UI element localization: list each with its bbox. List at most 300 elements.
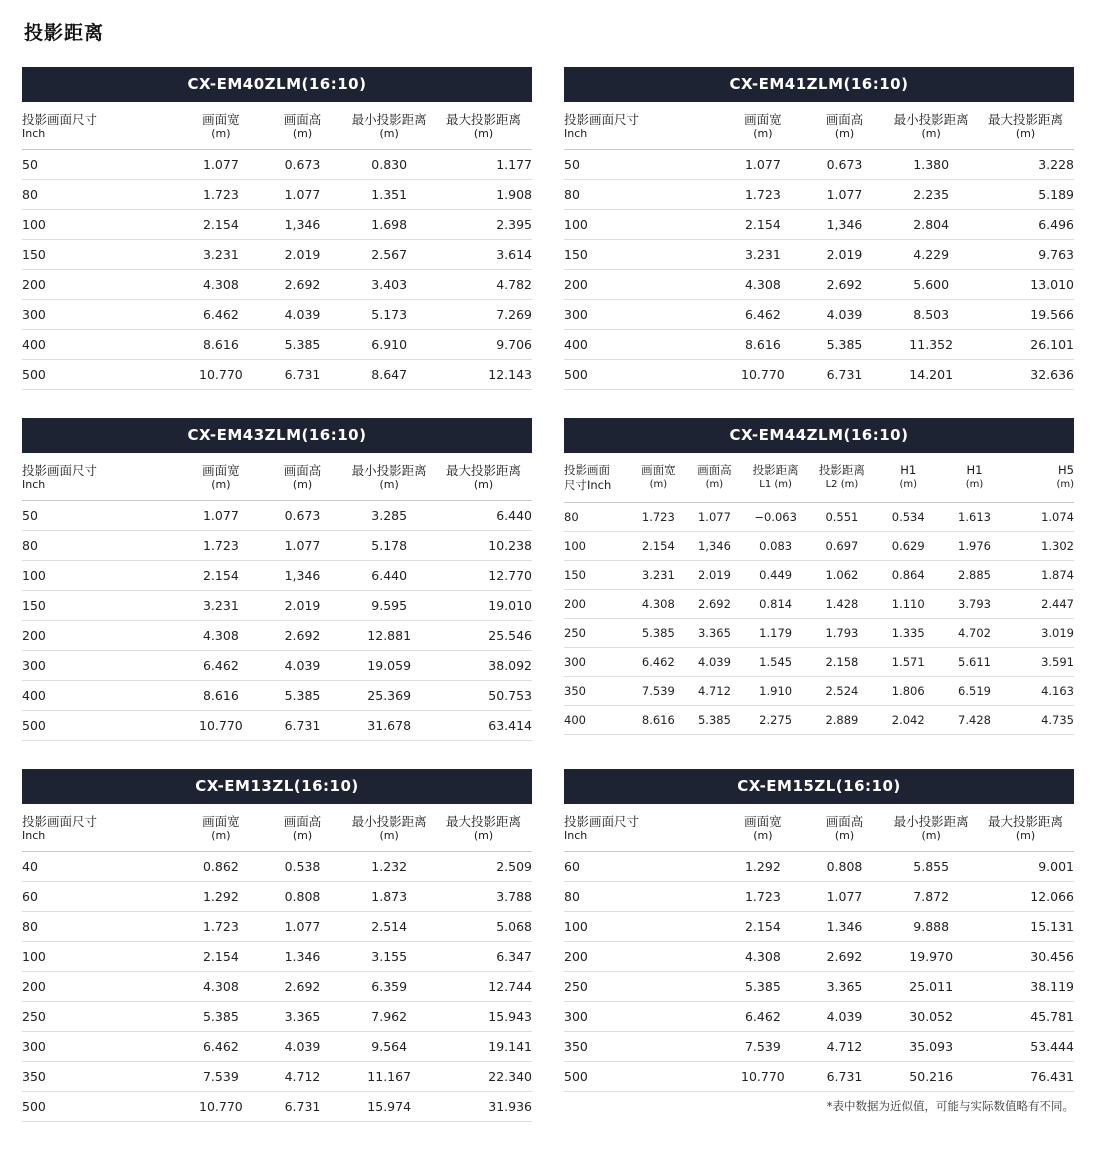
cell-max: 3.228 (977, 150, 1074, 180)
col-header-width: 画面宽 (m) (722, 102, 804, 150)
cell-min: 3.285 (343, 501, 435, 531)
cell-height: 1,346 (686, 532, 742, 561)
cell-max: 32.636 (977, 360, 1074, 390)
table-header-row (22, 102, 532, 150)
cell-size: 200 (22, 972, 180, 1002)
table-row (564, 882, 1074, 912)
cell-max: 30.456 (977, 942, 1074, 972)
cell-height: 2.692 (686, 590, 742, 619)
cell-size: 200 (564, 942, 722, 972)
tables-grid (22, 67, 1074, 1150)
projection-table (22, 453, 532, 741)
table-row (564, 912, 1074, 942)
cell-l1: 0.083 (742, 532, 808, 561)
cell-max: 38.119 (977, 972, 1074, 1002)
table-row (22, 150, 532, 180)
table-row (564, 972, 1074, 1002)
cell-min: 19.059 (343, 651, 435, 681)
cell-max: 4.782 (435, 270, 532, 300)
cell-min: 3.155 (343, 942, 435, 972)
cell-h1b: 6.519 (941, 677, 1007, 706)
table-row (22, 330, 532, 360)
cell-height: 5.385 (804, 330, 886, 360)
cell-min: 25.369 (343, 681, 435, 711)
cell-size: 250 (22, 1002, 180, 1032)
cell-width: 10.770 (180, 711, 262, 741)
cell-h1a: 0.534 (875, 503, 941, 532)
cell-min: 25.011 (885, 972, 977, 1002)
table-caption: CX-EM40ZLM(16:10) (22, 67, 532, 102)
cell-min: 19.970 (885, 942, 977, 972)
cell-max: 3.788 (435, 882, 532, 912)
cell-h1a: 2.042 (875, 706, 941, 735)
cell-size: 150 (564, 240, 722, 270)
cell-width: 10.770 (180, 360, 262, 390)
cell-size: 500 (564, 1062, 722, 1092)
col-header-height: 画面高 (m) (262, 804, 344, 852)
table-caption: CX-EM44ZLM(16:10) (564, 418, 1074, 453)
cell-min: 5.178 (343, 531, 435, 561)
table-row (564, 240, 1074, 270)
cell-min: 1.698 (343, 210, 435, 240)
cell-max: 5.189 (977, 180, 1074, 210)
table-block-cx-em41zlm (564, 67, 1074, 390)
col-header-max-distance: 最大投影距离 (m) (435, 804, 532, 852)
cell-h1a: 1.806 (875, 677, 941, 706)
table-body (564, 150, 1074, 390)
cell-height: 1.346 (804, 912, 886, 942)
cell-width: 10.770 (722, 360, 804, 390)
cell-height: 4.039 (686, 648, 742, 677)
cell-l1: 1.910 (742, 677, 808, 706)
cell-size: 500 (22, 1092, 180, 1122)
table-row (564, 942, 1074, 972)
table-body (564, 852, 1074, 1092)
cell-l2: 2.158 (809, 648, 875, 677)
cell-h1a: 1.335 (875, 619, 941, 648)
cell-max: 2.395 (435, 210, 532, 240)
cell-size: 50 (22, 501, 180, 531)
col-header-size: 投影画面尺寸 Inch (22, 804, 180, 852)
cell-size: 80 (22, 180, 180, 210)
cell-max: 26.101 (977, 330, 1074, 360)
cell-max: 63.414 (435, 711, 532, 741)
projection-table (564, 804, 1074, 1092)
table-row (564, 300, 1074, 330)
col-header-height: 画面高 (m) (262, 453, 344, 501)
cell-height: 3.365 (262, 1002, 344, 1032)
table-row (564, 561, 1074, 590)
cell-min: 5.600 (885, 270, 977, 300)
col-header-min-distance: 最小投影距离 (m) (885, 804, 977, 852)
table-body (22, 150, 532, 390)
col-header-size: 投影画面尺寸 Inch (22, 102, 180, 150)
cell-size: 500 (564, 360, 722, 390)
cell-min: 0.830 (343, 150, 435, 180)
table-row (564, 503, 1074, 532)
footnote: *表中数据为近似值，可能与实际数值略有不同。 (826, 1099, 1074, 1113)
cell-min: 6.440 (343, 561, 435, 591)
cell-l2: 1.062 (809, 561, 875, 590)
table-row (564, 852, 1074, 882)
cell-height: 6.731 (262, 360, 344, 390)
table-row (564, 150, 1074, 180)
cell-size: 500 (22, 360, 180, 390)
cell-h1b: 1.613 (941, 503, 1007, 532)
cell-height: 2.692 (262, 621, 344, 651)
cell-width: 4.308 (180, 972, 262, 1002)
table-row (22, 240, 532, 270)
table-caption: CX-EM15ZL(16:10) (564, 769, 1074, 804)
cell-size: 400 (22, 330, 180, 360)
col-header-min-distance: 最小投影距离 (m) (343, 804, 435, 852)
cell-max: 19.141 (435, 1032, 532, 1062)
col-header-h1-b: H1 (m) (941, 453, 1007, 503)
table-row (22, 300, 532, 330)
cell-max: 6.347 (435, 942, 532, 972)
cell-size: 100 (564, 912, 722, 942)
projection-table-extended (564, 453, 1074, 735)
cell-max: 6.440 (435, 501, 532, 531)
cell-min: 9.888 (885, 912, 977, 942)
col-header-size: 投影画面 尺寸Inch (564, 453, 630, 503)
cell-height: 4.039 (804, 1002, 886, 1032)
table-header-row (564, 102, 1074, 150)
cell-height: 2.692 (262, 972, 344, 1002)
cell-h1a: 0.864 (875, 561, 941, 590)
cell-min: 7.962 (343, 1002, 435, 1032)
table-row (564, 1062, 1074, 1092)
col-header-min-distance: 最小投影距离 (m) (343, 453, 435, 501)
cell-height: 1.077 (262, 912, 344, 942)
cell-size: 100 (564, 210, 722, 240)
cell-max: 13.010 (977, 270, 1074, 300)
cell-height: 0.538 (262, 852, 344, 882)
table-body (22, 501, 532, 741)
cell-width: 0.862 (180, 852, 262, 882)
cell-l2: 0.551 (809, 503, 875, 532)
cell-width: 4.308 (722, 270, 804, 300)
cell-width: 5.385 (722, 972, 804, 1002)
cell-min: 3.403 (343, 270, 435, 300)
cell-h5: 1.302 (1008, 532, 1074, 561)
cell-width: 1.723 (180, 180, 262, 210)
table-block-cx-em13zl (22, 769, 532, 1122)
col-header-width: 画面宽 (m) (180, 102, 262, 150)
projection-table (22, 102, 532, 390)
cell-height: 2.692 (804, 270, 886, 300)
cell-min: 5.855 (885, 852, 977, 882)
cell-max: 10.238 (435, 531, 532, 561)
table-row (22, 681, 532, 711)
cell-height: 2.019 (686, 561, 742, 590)
cell-min: 5.173 (343, 300, 435, 330)
cell-width: 8.616 (180, 330, 262, 360)
cell-size: 300 (564, 648, 630, 677)
cell-height: 1.077 (804, 180, 886, 210)
cell-height: 0.673 (262, 501, 344, 531)
cell-width: 4.308 (722, 942, 804, 972)
table-row (22, 711, 532, 741)
cell-max: 76.431 (977, 1062, 1074, 1092)
cell-min: 7.872 (885, 882, 977, 912)
col-header-height: 画面高 (m) (262, 102, 344, 150)
cell-max: 1.177 (435, 150, 532, 180)
table-row (564, 330, 1074, 360)
table-block-cx-em44zlm (564, 418, 1074, 741)
col-header-width: 画面宽 (m) (630, 453, 686, 503)
table-row (564, 270, 1074, 300)
cell-height: 0.808 (262, 882, 344, 912)
cell-size: 200 (564, 270, 722, 300)
cell-max: 45.781 (977, 1002, 1074, 1032)
col-header-width: 画面宽 (m) (180, 804, 262, 852)
cell-min: 35.093 (885, 1032, 977, 1062)
cell-min: 2.514 (343, 912, 435, 942)
cell-width: 6.462 (180, 300, 262, 330)
cell-max: 15.943 (435, 1002, 532, 1032)
cell-width: 3.231 (722, 240, 804, 270)
table-header-row (564, 453, 1074, 503)
col-header-max-distance: 最大投影距离 (m) (435, 102, 532, 150)
cell-min: 11.352 (885, 330, 977, 360)
cell-height: 0.808 (804, 852, 886, 882)
page-title: 投影距离 (24, 22, 105, 44)
cell-h5: 3.019 (1008, 619, 1074, 648)
cell-height: 5.385 (262, 681, 344, 711)
cell-width: 1.723 (630, 503, 686, 532)
cell-size: 60 (564, 852, 722, 882)
cell-height: 1.077 (262, 180, 344, 210)
cell-width: 3.231 (630, 561, 686, 590)
cell-min: 2.567 (343, 240, 435, 270)
col-header-min-distance: 最小投影距离 (m) (885, 102, 977, 150)
cell-size: 100 (22, 942, 180, 972)
cell-width: 1.723 (180, 912, 262, 942)
cell-size: 350 (564, 1032, 722, 1062)
col-header-size: 投影画面尺寸 Inch (22, 453, 180, 501)
cell-h5: 3.591 (1008, 648, 1074, 677)
table-row (564, 590, 1074, 619)
cell-h5: 1.874 (1008, 561, 1074, 590)
cell-height: 1.346 (262, 942, 344, 972)
cell-width: 2.154 (722, 912, 804, 942)
cell-l2: 0.697 (809, 532, 875, 561)
table-row (564, 648, 1074, 677)
cell-size: 50 (22, 150, 180, 180)
table-header-row (22, 804, 532, 852)
table-row (564, 180, 1074, 210)
cell-min: 1.232 (343, 852, 435, 882)
cell-min: 15.974 (343, 1092, 435, 1122)
cell-size: 40 (22, 852, 180, 882)
cell-min: 6.910 (343, 330, 435, 360)
cell-max: 31.936 (435, 1092, 532, 1122)
cell-width: 7.539 (180, 1062, 262, 1092)
cell-width: 3.231 (180, 591, 262, 621)
cell-width: 5.385 (630, 619, 686, 648)
cell-width: 2.154 (180, 561, 262, 591)
projection-table (22, 804, 532, 1122)
table-row (564, 677, 1074, 706)
cell-min: 14.201 (885, 360, 977, 390)
cell-height: 1.077 (262, 531, 344, 561)
cell-size: 50 (564, 150, 722, 180)
table-row (22, 1062, 532, 1092)
cell-height: 4.039 (262, 300, 344, 330)
table-body (22, 852, 532, 1122)
cell-l1: −0.063 (742, 503, 808, 532)
cell-height: 2.692 (804, 942, 886, 972)
cell-height: 4.039 (262, 1032, 344, 1062)
cell-height: 2.019 (804, 240, 886, 270)
cell-min: 30.052 (885, 1002, 977, 1032)
cell-min: 9.595 (343, 591, 435, 621)
cell-h5: 4.163 (1008, 677, 1074, 706)
cell-size: 80 (22, 912, 180, 942)
cell-width: 6.462 (180, 651, 262, 681)
cell-height: 0.673 (262, 150, 344, 180)
table-row (22, 882, 532, 912)
table-header-row (564, 804, 1074, 852)
cell-height: 6.731 (262, 711, 344, 741)
cell-max: 3.614 (435, 240, 532, 270)
table-row (22, 591, 532, 621)
cell-max: 6.496 (977, 210, 1074, 240)
cell-width: 4.308 (180, 270, 262, 300)
cell-max: 19.010 (435, 591, 532, 621)
cell-size: 500 (22, 711, 180, 741)
cell-size: 200 (22, 621, 180, 651)
cell-width: 7.539 (630, 677, 686, 706)
col-header-width: 画面宽 (m) (180, 453, 262, 501)
table-row (564, 706, 1074, 735)
table-row (22, 942, 532, 972)
cell-h1b: 7.428 (941, 706, 1007, 735)
col-header-width: 画面宽 (m) (722, 804, 804, 852)
cell-size: 150 (22, 240, 180, 270)
cell-h5: 1.074 (1008, 503, 1074, 532)
cell-max: 19.566 (977, 300, 1074, 330)
cell-width: 7.539 (722, 1032, 804, 1062)
table-row (564, 1002, 1074, 1032)
cell-min: 9.564 (343, 1032, 435, 1062)
table-row (564, 360, 1074, 390)
cell-size: 250 (564, 619, 630, 648)
cell-height: 2.019 (262, 591, 344, 621)
cell-height: 4.712 (262, 1062, 344, 1092)
cell-max: 12.143 (435, 360, 532, 390)
cell-max: 5.068 (435, 912, 532, 942)
cell-min: 2.235 (885, 180, 977, 210)
cell-size: 400 (564, 330, 722, 360)
cell-min: 1.351 (343, 180, 435, 210)
table-body (564, 503, 1074, 735)
table-caption: CX-EM41ZLM(16:10) (564, 67, 1074, 102)
col-header-h5: H5 (m) (1008, 453, 1074, 503)
cell-size: 100 (22, 561, 180, 591)
cell-h1a: 0.629 (875, 532, 941, 561)
cell-h1b: 3.793 (941, 590, 1007, 619)
cell-size: 60 (22, 882, 180, 912)
table-row (22, 1092, 532, 1122)
cell-width: 2.154 (630, 532, 686, 561)
cell-size: 300 (564, 300, 722, 330)
cell-height: 6.731 (804, 1062, 886, 1092)
cell-l1: 1.545 (742, 648, 808, 677)
cell-min: 8.503 (885, 300, 977, 330)
cell-size: 300 (22, 1032, 180, 1062)
table-row (22, 180, 532, 210)
cell-size: 300 (22, 300, 180, 330)
cell-max: 53.444 (977, 1032, 1074, 1062)
cell-width: 5.385 (180, 1002, 262, 1032)
col-header-size: 投影画面尺寸 Inch (564, 804, 722, 852)
cell-min: 50.216 (885, 1062, 977, 1092)
cell-h1b: 2.885 (941, 561, 1007, 590)
table-row (564, 619, 1074, 648)
cell-l1: 0.814 (742, 590, 808, 619)
cell-height: 4.039 (262, 651, 344, 681)
cell-l2: 1.428 (809, 590, 875, 619)
table-row (22, 621, 532, 651)
cell-width: 8.616 (722, 330, 804, 360)
cell-height: 3.365 (804, 972, 886, 1002)
cell-size: 350 (22, 1062, 180, 1092)
cell-size: 250 (564, 972, 722, 1002)
cell-max: 22.340 (435, 1062, 532, 1092)
cell-min: 31.678 (343, 711, 435, 741)
cell-l1: 2.275 (742, 706, 808, 735)
cell-width: 1.292 (180, 882, 262, 912)
cell-min: 1.873 (343, 882, 435, 912)
cell-size: 350 (564, 677, 630, 706)
table-row (22, 912, 532, 942)
cell-width: 1.077 (722, 150, 804, 180)
cell-width: 4.308 (630, 590, 686, 619)
col-header-distance-l1: 投影距离 L1 (m) (742, 453, 808, 503)
cell-l2: 2.524 (809, 677, 875, 706)
cell-max: 7.269 (435, 300, 532, 330)
cell-size: 80 (564, 503, 630, 532)
table-block-cx-em15zl (564, 769, 1074, 1122)
cell-max: 12.770 (435, 561, 532, 591)
col-header-distance-l2: 投影距离 L2 (m) (809, 453, 875, 503)
cell-size: 80 (22, 531, 180, 561)
table-header-row (22, 453, 532, 501)
table-row (22, 972, 532, 1002)
cell-height: 3.365 (686, 619, 742, 648)
table-caption: CX-EM13ZL(16:10) (22, 769, 532, 804)
cell-width: 2.154 (180, 210, 262, 240)
col-header-min-distance: 最小投影距离 (m) (343, 102, 435, 150)
cell-width: 1.077 (180, 150, 262, 180)
cell-width: 6.462 (180, 1032, 262, 1062)
cell-max: 38.092 (435, 651, 532, 681)
cell-height: 6.731 (804, 360, 886, 390)
col-header-max-distance: 最大投影距离 (m) (435, 453, 532, 501)
projection-table (564, 102, 1074, 390)
table-row (22, 501, 532, 531)
col-header-max-distance: 最大投影距离 (m) (977, 804, 1074, 852)
cell-size: 200 (22, 270, 180, 300)
cell-height: 4.039 (804, 300, 886, 330)
cell-size: 80 (564, 882, 722, 912)
table-row (22, 852, 532, 882)
cell-max: 15.131 (977, 912, 1074, 942)
cell-min: 2.804 (885, 210, 977, 240)
cell-height: 2.692 (262, 270, 344, 300)
